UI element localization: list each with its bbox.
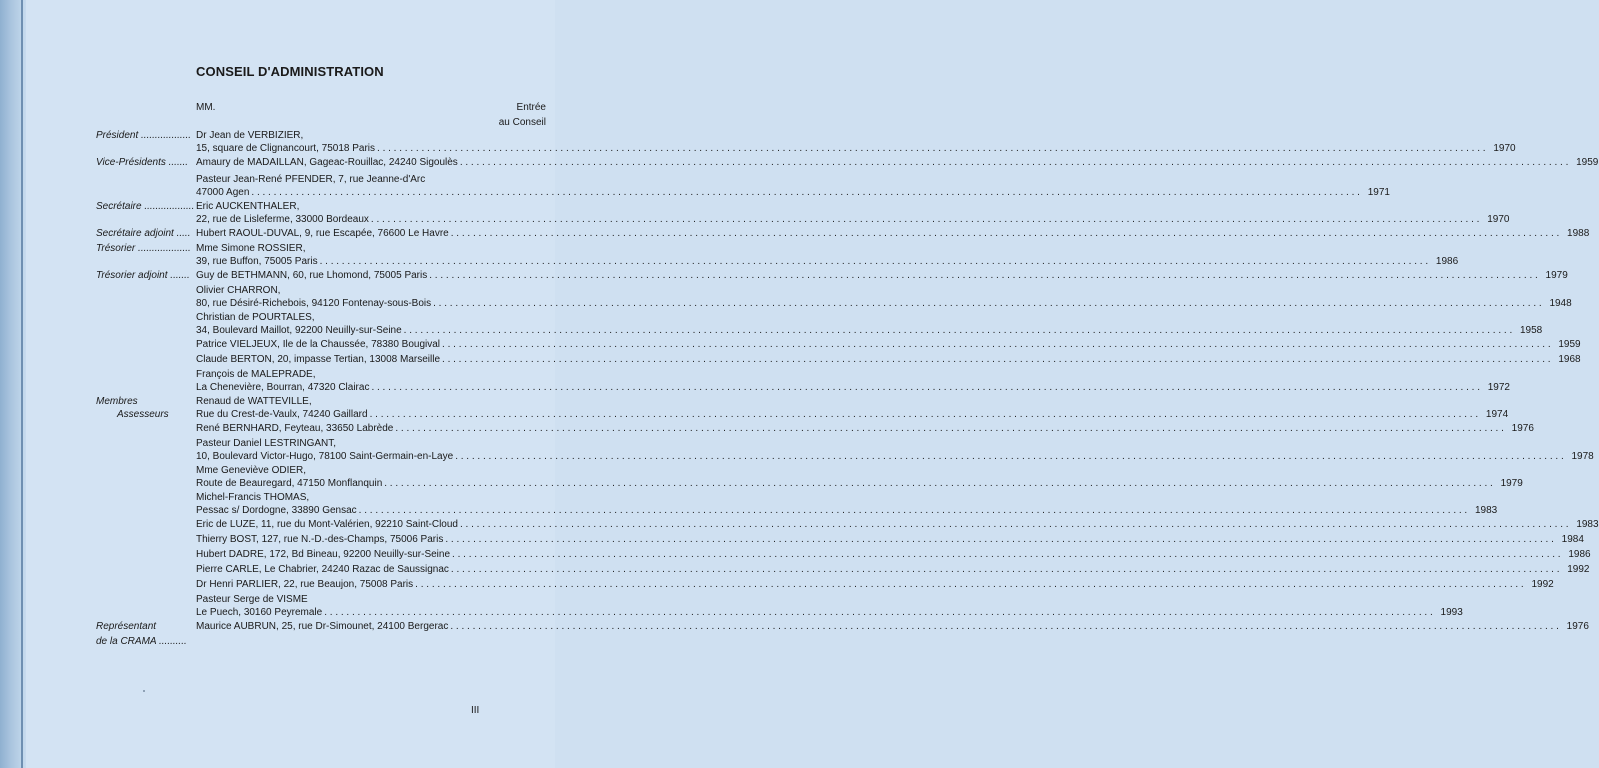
- member-text: 47000 Agen: [196, 187, 250, 198]
- entry-line: [196, 382, 1510, 394]
- member-text: Rue du Crest-de-Vaulx, 74240 Gaillard: [196, 409, 368, 420]
- member-text: 34, Boulevard Maillot, 92200 Neuilly-sur-Seine: [196, 325, 402, 336]
- member-text: Eric AUCKENTHALER,: [196, 201, 300, 212]
- member-text: François de MALEPRADE,: [196, 369, 316, 380]
- entry-line: [196, 130, 550, 142]
- entry-line: [196, 579, 1554, 591]
- entry-line: [196, 354, 1581, 366]
- dot-leader: . . . . . . . . . . . . . . . . . . . . . . . . . . . . . . . . . . . . . . . . . . . . . . . . . . . . . . . . . . . . . . . . . . . . . . . . . . . . . . . . . . . . . . . . . . . . . . . . . . . . . . . . . . . . . . . . . . . . . . . . . . . . . . . . . . . . . . . . . . . . . . . . . . . . . . . . . . . . . . . . . . . . . . . . . . . . . . . . . . . . . . . . . . . . . . . . . . . . . . . .: [450, 228, 1560, 239]
- entry-year: 1976: [1511, 423, 1534, 434]
- member-text: Guy de BETHMANN, 60, rue Lhomond, 75005 Paris: [196, 270, 428, 281]
- member-text: Dr Henri PARLIER, 22, rue Beaujon, 75008 Paris: [196, 579, 414, 590]
- entry-year: 1993: [1440, 607, 1463, 618]
- header-au-conseil: au Conseil: [498, 117, 546, 128]
- dot-leader: . . . . . . . . . . . . . . . . . . . . . . . . . . . . . . . . . . . . . . . . . . . . . . . . . . . . . . . . . . . . . . . . . . . . . . . . . . . . . . . . . . . . . . . . . . . . . . . . . . . . . . . . . . . . . . . . . . . . . . . . . . . . . . . . . . . . . . . . . . . . . . . . . . . . . . . . . . . . . . . . . . . . . . . . . . . . . . . . . . . . . . . . . . . . . . . . . . . . . . . .: [455, 451, 1564, 462]
- entry-year: 1970: [1487, 214, 1510, 225]
- dot-leader: . . . . . . . . . . . . . . . . . . . . . . . . . . . . . . . . . . . . . . . . . . . . . . . . . . . . . . . . . . . . . . . . . . . . . . . . . . . . . . . . . . . . . . . . . . . . . . . . . . . . . . . . . . . . . . . . . . . . . . . . . . . . . . . . . . . . . . . . . . . . . . . . . . . . . . . . . . . . . . . . . . . . . . . . . . . . . . . . . . . . . . . . . . . . . . . . . . . . . . . .: [459, 157, 1569, 168]
- entry-line: [196, 451, 1594, 463]
- header-mm: MM.: [196, 102, 216, 113]
- member-text: La Chenevière, Bourran, 47320 Clairac: [196, 382, 370, 393]
- member-text: Mme Geneviève ODIER,: [196, 465, 307, 476]
- entry-year: 1959: [1558, 339, 1581, 350]
- dot-leader: . . . . . . . . . . . . . . . . . . . . . . . . . . . . . . . . . . . . . . . . . . . . . . . . . . . . . . . . . . . . . . . . . . . . . . . . . . . . . . . . . . . . . . . . . . . . . . . . . . . . . . . . . . . . . . . . . . . . . . . . . . . . . . . . . . . . . . . . . . . . . . . . . . . . . . . . . . . . . . . . . . . . . . . . . . . . . . . . . . . . . . . . . . . . . . . . . . . . . . . .: [403, 325, 1513, 336]
- entry-line: [196, 285, 550, 297]
- entry-line: [196, 228, 1590, 240]
- entry-year: 1978: [1571, 451, 1594, 462]
- header-entree: Entrée: [516, 102, 546, 113]
- member-text: 15, square de Clignancourt, 75018 Paris: [196, 143, 376, 154]
- entry-line: [196, 534, 1584, 546]
- page-number: III: [471, 705, 480, 716]
- dot-leader: . . . . . . . . . . . . . . . . . . . . . . . . . . . . . . . . . . . . . . . . . . . . . . . . . . . . . . . . . . . . . . . . . . . . . . . . . . . . . . . . . . . . . . . . . . . . . . . . . . . . . . . . . . . . . . . . . . . . . . . . . . . . . . . . . . . . . . . . . . . . . . . . . . . . . . . . . . . . . . . . . . . . . . . . . . . . . . . . . . . . . . . . . . . . . . . . . . . . . . . .: [324, 607, 1433, 618]
- member-text: Patrice VIELJEUX, Ile de la Chaussée, 78380 Bougival: [196, 339, 441, 350]
- dot-leader: . . . . . . . . . . . . . . . . . . . . . . . . . . . . . . . . . . . . . . . . . . . . . . . . . . . . . . . . . . . . . . . . . . . . . . . . . . . . . . . . . . . . . . . . . . . . . . . . . . . . . . . . . . . . . . . . . . . . . . . . . . . . . . . . . . . . . . . . . . . . . . . . . . . . . . . . . . . . . . . . . . . . . . . . . . . . . . . . . . . . . . . . . . . . . . . . . . . . . . . .: [450, 564, 1560, 575]
- entry-year: 1992: [1567, 564, 1590, 575]
- member-text: Claude BERTON, 20, impasse Tertian, 13008 Marseille: [196, 354, 441, 365]
- binding-edge: [21, 0, 23, 768]
- dot-leader: . . . . . . . . . . . . . . . . . . . . . . . . . . . . . . . . . . . . . . . . . . . . . . . . . . . . . . . . . . . . . . . . . . . . . . . . . . . . . . . . . . . . . . . . . . . . . . . . . . . . . . . . . . . . . . . . . . . . . . . . . . . . . . . . . . . . . . . . . . . . . . . . . . . . . . . . . . . . . . . . . . . . . . . . . . . . . . . . . . . . . . . . . . . . . . . . . . . . . . . .: [371, 382, 1480, 393]
- dot-leader: . . . . . . . . . . . . . . . . . . . . . . . . . . . . . . . . . . . . . . . . . . . . . . . . . . . . . . . . . . . . . . . . . . . . . . . . . . . . . . . . . . . . . . . . . . . . . . . . . . . . . . . . . . . . . . . . . . . . . . . . . . . . . . . . . . . . . . . . . . . . . . . . . . . . . . . . . . . . . . . . . . . . . . . . . . . . . . . . . . . . . . . . . . . . . . . . . . . . . . . .: [450, 621, 1559, 632]
- speck: [143, 690, 145, 692]
- entry-line: [196, 505, 1498, 517]
- entry-year: 1970: [1493, 143, 1516, 154]
- entry-line: [196, 243, 550, 255]
- entry-year: 1979: [1500, 478, 1523, 489]
- member-text: Hubert RAOUL-DUVAL, 9, rue Escapée, 76600 Le Havre: [196, 228, 449, 239]
- dot-leader: . . . . . . . . . . . . . . . . . . . . . . . . . . . . . . . . . . . . . . . . . . . . . . . . . . . . . . . . . . . . . . . . . . . . . . . . . . . . . . . . . . . . . . . . . . . . . . . . . . . . . . . . . . . . . . . . . . . . . . . . . . . . . . . . . . . . . . . . . . . . . . . . . . . . . . . . . . . . . . . . . . . . . . . . . . . . . . . . . . . . . . . . . . . . . . . . . . . . . . . .: [433, 298, 1542, 309]
- member-text: Pasteur Serge de VISME: [196, 594, 308, 605]
- member-text: 22, rue de Lisleferme, 33000 Bordeaux: [196, 214, 369, 225]
- entry-line: [196, 423, 1534, 435]
- entry-year: 1948: [1549, 298, 1572, 309]
- entry-line: [196, 369, 550, 381]
- entry-line: [196, 157, 1599, 169]
- entry-line: [196, 396, 550, 408]
- entry-line: [196, 214, 1510, 226]
- entry-line: [196, 187, 1390, 199]
- entry-line: [196, 594, 550, 606]
- role-label: Vice-Présidents .......: [96, 157, 189, 168]
- role-label: Représentant: [96, 621, 157, 632]
- member-text: 80, rue Désiré-Richebois, 94120 Fontenay-sous-Bois: [196, 298, 432, 309]
- entry-line: [196, 492, 550, 504]
- dot-leader: . . . . . . . . . . . . . . . . . . . . . . . . . . . . . . . . . . . . . . . . . . . . . . . . . . . . . . . . . . . . . . . . . . . . . . . . . . . . . . . . . . . . . . . . . . . . . . . . . . . . . . . . . . . . . . . . . . . . . . . . . . . . . . . . . . . . . . . . . . . . . . . . . . . . . . . . . . . . . . . . . . . . . . . . . . . . . . . . . . . . . . . . . . . . . . . . . . . . . . . .: [460, 519, 1569, 530]
- entry-year: 1983: [1474, 505, 1498, 516]
- member-text: Maurice AUBRUN, 25, rue Dr-Simounet, 24100 Bergerac: [196, 621, 449, 632]
- entry-line: [196, 339, 1581, 351]
- dot-leader: . . . . . . . . . . . . . . . . . . . . . . . . . . . . . . . . . . . . . . . . . . . . . . . . . . . . . . . . . . . . . . . . . . . . . . . . . . . . . . . . . . . . . . . . . . . . . . . . . . . . . . . . . . . . . . . . . . . . . . . . . . . . . . . . . . . . . . . . . . . . . . . . . . . . . . . . . . . . . . . . . . . . . . . . . . . . . . . . . . . . . . . . . . . . . . . . . . . . . . . .: [358, 505, 1468, 516]
- role-label: Trésorier ...................: [96, 243, 191, 254]
- dot-leader: . . . . . . . . . . . . . . . . . . . . . . . . . . . . . . . . . . . . . . . . . . . . . . . . . . . . . . . . . . . . . . . . . . . . . . . . . . . . . . . . . . . . . . . . . . . . . . . . . . . . . . . . . . . . . . . . . . . . . . . . . . . . . . . . . . . . . . . . . . . . . . . . . . . . . . . . . . . . . . . . . . . . . . . . . . . . . . . . . . . . . . . . . . . . . . . . . . . . . . . .: [442, 354, 1551, 365]
- role-label: Secrétaire ..................: [96, 201, 195, 212]
- dot-leader: . . . . . . . . . . . . . . . . . . . . . . . . . . . . . . . . . . . . . . . . . . . . . . . . . . . . . . . . . . . . . . . . . . . . . . . . . . . . . . . . . . . . . . . . . . . . . . . . . . . . . . . . . . . . . . . . . . . . . . . . . . . . . . . . . . . . . . . . . . . . . . . . . . . . . . . . . . . . . . . . . . . . . . . . . . . . . . . . . . . . . . . . . . . . . . . . . . . . . . . .: [384, 478, 1493, 489]
- entry-year: 1968: [1558, 354, 1581, 365]
- member-text: Hubert DADRE, 172, Bd Bineau, 92200 Neuilly-sur-Seine: [196, 549, 451, 560]
- entry-year: 1971: [1367, 187, 1390, 198]
- role-label: Secrétaire adjoint .....: [96, 228, 191, 239]
- entry-line: [196, 174, 550, 186]
- member-text: Pessac s/ Dordogne, 33890 Gensac: [196, 505, 357, 516]
- dot-leader: . . . . . . . . . . . . . . . . . . . . . . . . . . . . . . . . . . . . . . . . . . . . . . . . . . . . . . . . . . . . . . . . . . . . . . . . . . . . . . . . . . . . . . . . . . . . . . . . . . . . . . . . . . . . . . . . . . . . . . . . . . . . . . . . . . . . . . . . . . . . . . . . . . . . . . . . . . . . . . . . . . . . . . . . . . . . . . . . . . . . . . . . . . . . . . . . . . . . . . . .: [442, 339, 1551, 350]
- entry-line: [196, 312, 550, 324]
- entry-line: [196, 298, 1572, 310]
- entry-line: [196, 564, 1590, 576]
- entry-line: [196, 607, 1463, 619]
- entry-year: 1974: [1485, 409, 1509, 420]
- dot-leader: . . . . . . . . . . . . . . . . . . . . . . . . . . . . . . . . . . . . . . . . . . . . . . . . . . . . . . . . . . . . . . . . . . . . . . . . . . . . . . . . . . . . . . . . . . . . . . . . . . . . . . . . . . . . . . . . . . . . . . . . . . . . . . . . . . . . . . . . . . . . . . . . . . . . . . . . . . . . . . . . . . . . . . . . . . . . . . . . . . . . . . . . . . . . . . . . . . . . . . . .: [415, 579, 1524, 590]
- member-text: Pasteur Jean-René PFENDER, 7, rue Jeanne-d'Arc: [196, 174, 426, 185]
- member-text: 10, Boulevard Victor-Hugo, 78100 Saint-Germain-en-Laye: [196, 451, 454, 462]
- dot-leader: . . . . . . . . . . . . . . . . . . . . . . . . . . . . . . . . . . . . . . . . . . . . . . . . . . . . . . . . . . . . . . . . . . . . . . . . . . . . . . . . . . . . . . . . . . . . . . . . . . . . . . . . . . . . . . . . . . . . . . . . . . . . . . . . . . . . . . . . . . . . . . . . . . . . . . . . . . . . . . . . . . . . . . . . . . . . . . . . . . . . . . . . . . . . . . . . . . . . . . . .: [395, 423, 1504, 434]
- entry-year: 1984: [1561, 534, 1584, 545]
- entry-year: 1988: [1567, 228, 1590, 239]
- entry-line: [196, 549, 1591, 561]
- role-label-continued: Assesseurs: [117, 409, 169, 420]
- entry-year: 1976: [1566, 621, 1589, 632]
- role-label-continued: de la CRAMA ..........: [96, 636, 187, 647]
- dot-leader: . . . . . . . . . . . . . . . . . . . . . . . . . . . . . . . . . . . . . . . . . . . . . . . . . . . . . . . . . . . . . . . . . . . . . . . . . . . . . . . . . . . . . . . . . . . . . . . . . . . . . . . . . . . . . . . . . . . . . . . . . . . . . . . . . . . . . . . . . . . . . . . . . . . . . . . . . . . . . . . . . . . . . . . . . . . . . . . . . . . . . . . . . . . . . . . . . . . . . . . .: [369, 409, 1479, 420]
- dot-leader: . . . . . . . . . . . . . . . . . . . . . . . . . . . . . . . . . . . . . . . . . . . . . . . . . . . . . . . . . . . . . . . . . . . . . . . . . . . . . . . . . . . . . . . . . . . . . . . . . . . . . . . . . . . . . . . . . . . . . . . . . . . . . . . . . . . . . . . . . . . . . . . . . . . . . . . . . . . . . . . . . . . . . . . . . . . . . . . . . . . . . . . . . . . . . . . . . . . . . . . .: [429, 270, 1538, 281]
- dot-leader: . . . . . . . . . . . . . . . . . . . . . . . . . . . . . . . . . . . . . . . . . . . . . . . . . . . . . . . . . . . . . . . . . . . . . . . . . . . . . . . . . . . . . . . . . . . . . . . . . . . . . . . . . . . . . . . . . . . . . . . . . . . . . . . . . . . . . . . . . . . . . . . . . . . . . . . . . . . . . . . . . . . . . . . . . . . . . . . . . . . . . . . . . . . . . . . . . . . . . . . .: [377, 143, 1486, 154]
- member-text: Mme Simone ROSSIER,: [196, 243, 306, 254]
- member-text: Christian de POURTALES,: [196, 312, 315, 323]
- dot-leader: . . . . . . . . . . . . . . . . . . . . . . . . . . . . . . . . . . . . . . . . . . . . . . . . . . . . . . . . . . . . . . . . . . . . . . . . . . . . . . . . . . . . . . . . . . . . . . . . . . . . . . . . . . . . . . . . . . . . . . . . . . . . . . . . . . . . . . . . . . . . . . . . . . . . . . . . . . . . . . . . . . . . . . . . . . . . . . . . . . . . . . . . . . . . . . . . . . . . . . . .: [452, 549, 1561, 560]
- role-label: Membres: [96, 396, 138, 407]
- member-text: Route de Beauregard, 47150 Monflanquin: [196, 478, 383, 489]
- entry-year: 1972: [1487, 382, 1510, 393]
- entry-line: [196, 409, 1509, 421]
- member-text: René BERNHARD, Feyteau, 33650 Labrède: [196, 423, 394, 434]
- entry-year: 1983: [1576, 519, 1599, 530]
- entry-line: [196, 270, 1568, 282]
- member-text: Dr Jean de VERBIZIER,: [196, 130, 304, 141]
- entry-line: [196, 465, 550, 477]
- member-text: Olivier CHARRON,: [196, 285, 281, 296]
- entry-line: [196, 438, 550, 450]
- entry-year: 1979: [1545, 270, 1568, 281]
- entry-year: 1986: [1435, 256, 1459, 267]
- entry-year: 1992: [1531, 579, 1554, 590]
- dot-leader: . . . . . . . . . . . . . . . . . . . . . . . . . . . . . . . . . . . . . . . . . . . . . . . . . . . . . . . . . . . . . . . . . . . . . . . . . . . . . . . . . . . . . . . . . . . . . . . . . . . . . . . . . . . . . . . . . . . . . . . . . . . . . . . . . . . . . . . . . . . . . . . . . . . . . . . . . . . . . . . . . . . . . . . . . . . . . . . . . . . . . . . . . . . . . . . . . . . . . . . .: [319, 256, 1429, 267]
- entry-line: [196, 621, 1589, 633]
- entry-line: [196, 325, 1543, 337]
- entry-line: [196, 478, 1523, 490]
- dot-leader: . . . . . . . . . . . . . . . . . . . . . . . . . . . . . . . . . . . . . . . . . . . . . . . . . . . . . . . . . . . . . . . . . . . . . . . . . . . . . . . . . . . . . . . . . . . . . . . . . . . . . . . . . . . . . . . . . . . . . . . . . . . . . . . . . . . . . . . . . . . . . . . . . . . . . . . . . . . . . . . . . . . . . . . . . . . . . . . . . . . . . . . . . . . . . . . . . . . . . . . .: [370, 214, 1480, 225]
- member-text: Eric de LUZE, 11, rue du Mont-Valérien, 92210 Saint-Cloud: [196, 519, 458, 530]
- entry-line: [196, 201, 550, 213]
- dot-leader: . . . . . . . . . . . . . . . . . . . . . . . . . . . . . . . . . . . . . . . . . . . . . . . . . . . . . . . . . . . . . . . . . . . . . . . . . . . . . . . . . . . . . . . . . . . . . . . . . . . . . . . . . . . . . . . . . . . . . . . . . . . . . . . . . . . . . . . . . . . . . . . . . . . . . . . . . . . . . . . . . . . . . . . . . . . . . . . . . . . . . . . . . . . . . . . . . . . . . . . .: [445, 534, 1554, 545]
- role-label: Président ..................: [96, 130, 192, 141]
- entry-line: [196, 256, 1459, 268]
- page-title: CONSEIL D'ADMINISTRATION: [196, 64, 384, 79]
- member-text: 39, rue Buffon, 75005 Paris: [196, 256, 318, 267]
- member-text: Renaud de WATTEVILLE,: [196, 396, 312, 407]
- member-text: Michel-Francis THOMAS,: [196, 492, 310, 503]
- member-text: Pierre CARLE, Le Chabrier, 24240 Razac de Saussignac: [196, 564, 449, 575]
- entry-year: 1958: [1519, 325, 1543, 336]
- entry-year: 1959: [1576, 157, 1599, 168]
- role-label: Trésorier adjoint .......: [96, 270, 190, 281]
- member-text: Thierry BOST, 127, rue N.-D.-des-Champs, 75006 Paris: [196, 534, 444, 545]
- member-text: Amaury de MADAILLAN, Gageac-Rouillac, 24240 Sigoulès: [196, 157, 458, 168]
- dot-leader: . . . . . . . . . . . . . . . . . . . . . . . . . . . . . . . . . . . . . . . . . . . . . . . . . . . . . . . . . . . . . . . . . . . . . . . . . . . . . . . . . . . . . . . . . . . . . . . . . . . . . . . . . . . . . . . . . . . . . . . . . . . . . . . . . . . . . . . . . . . . . . . . . . . . . . . . . . . . . . . . . . . . . . . . . . . . . . . . . . . . . . . . . . . . . . . . . . . . . . . .: [251, 187, 1360, 198]
- entry-line: [196, 519, 1599, 531]
- entry-year: 1986: [1568, 549, 1591, 560]
- entry-line: [196, 143, 1516, 155]
- member-text: Le Puech, 30160 Peyremale: [196, 607, 323, 618]
- member-text: Pasteur Daniel LESTRINGANT,: [196, 438, 337, 449]
